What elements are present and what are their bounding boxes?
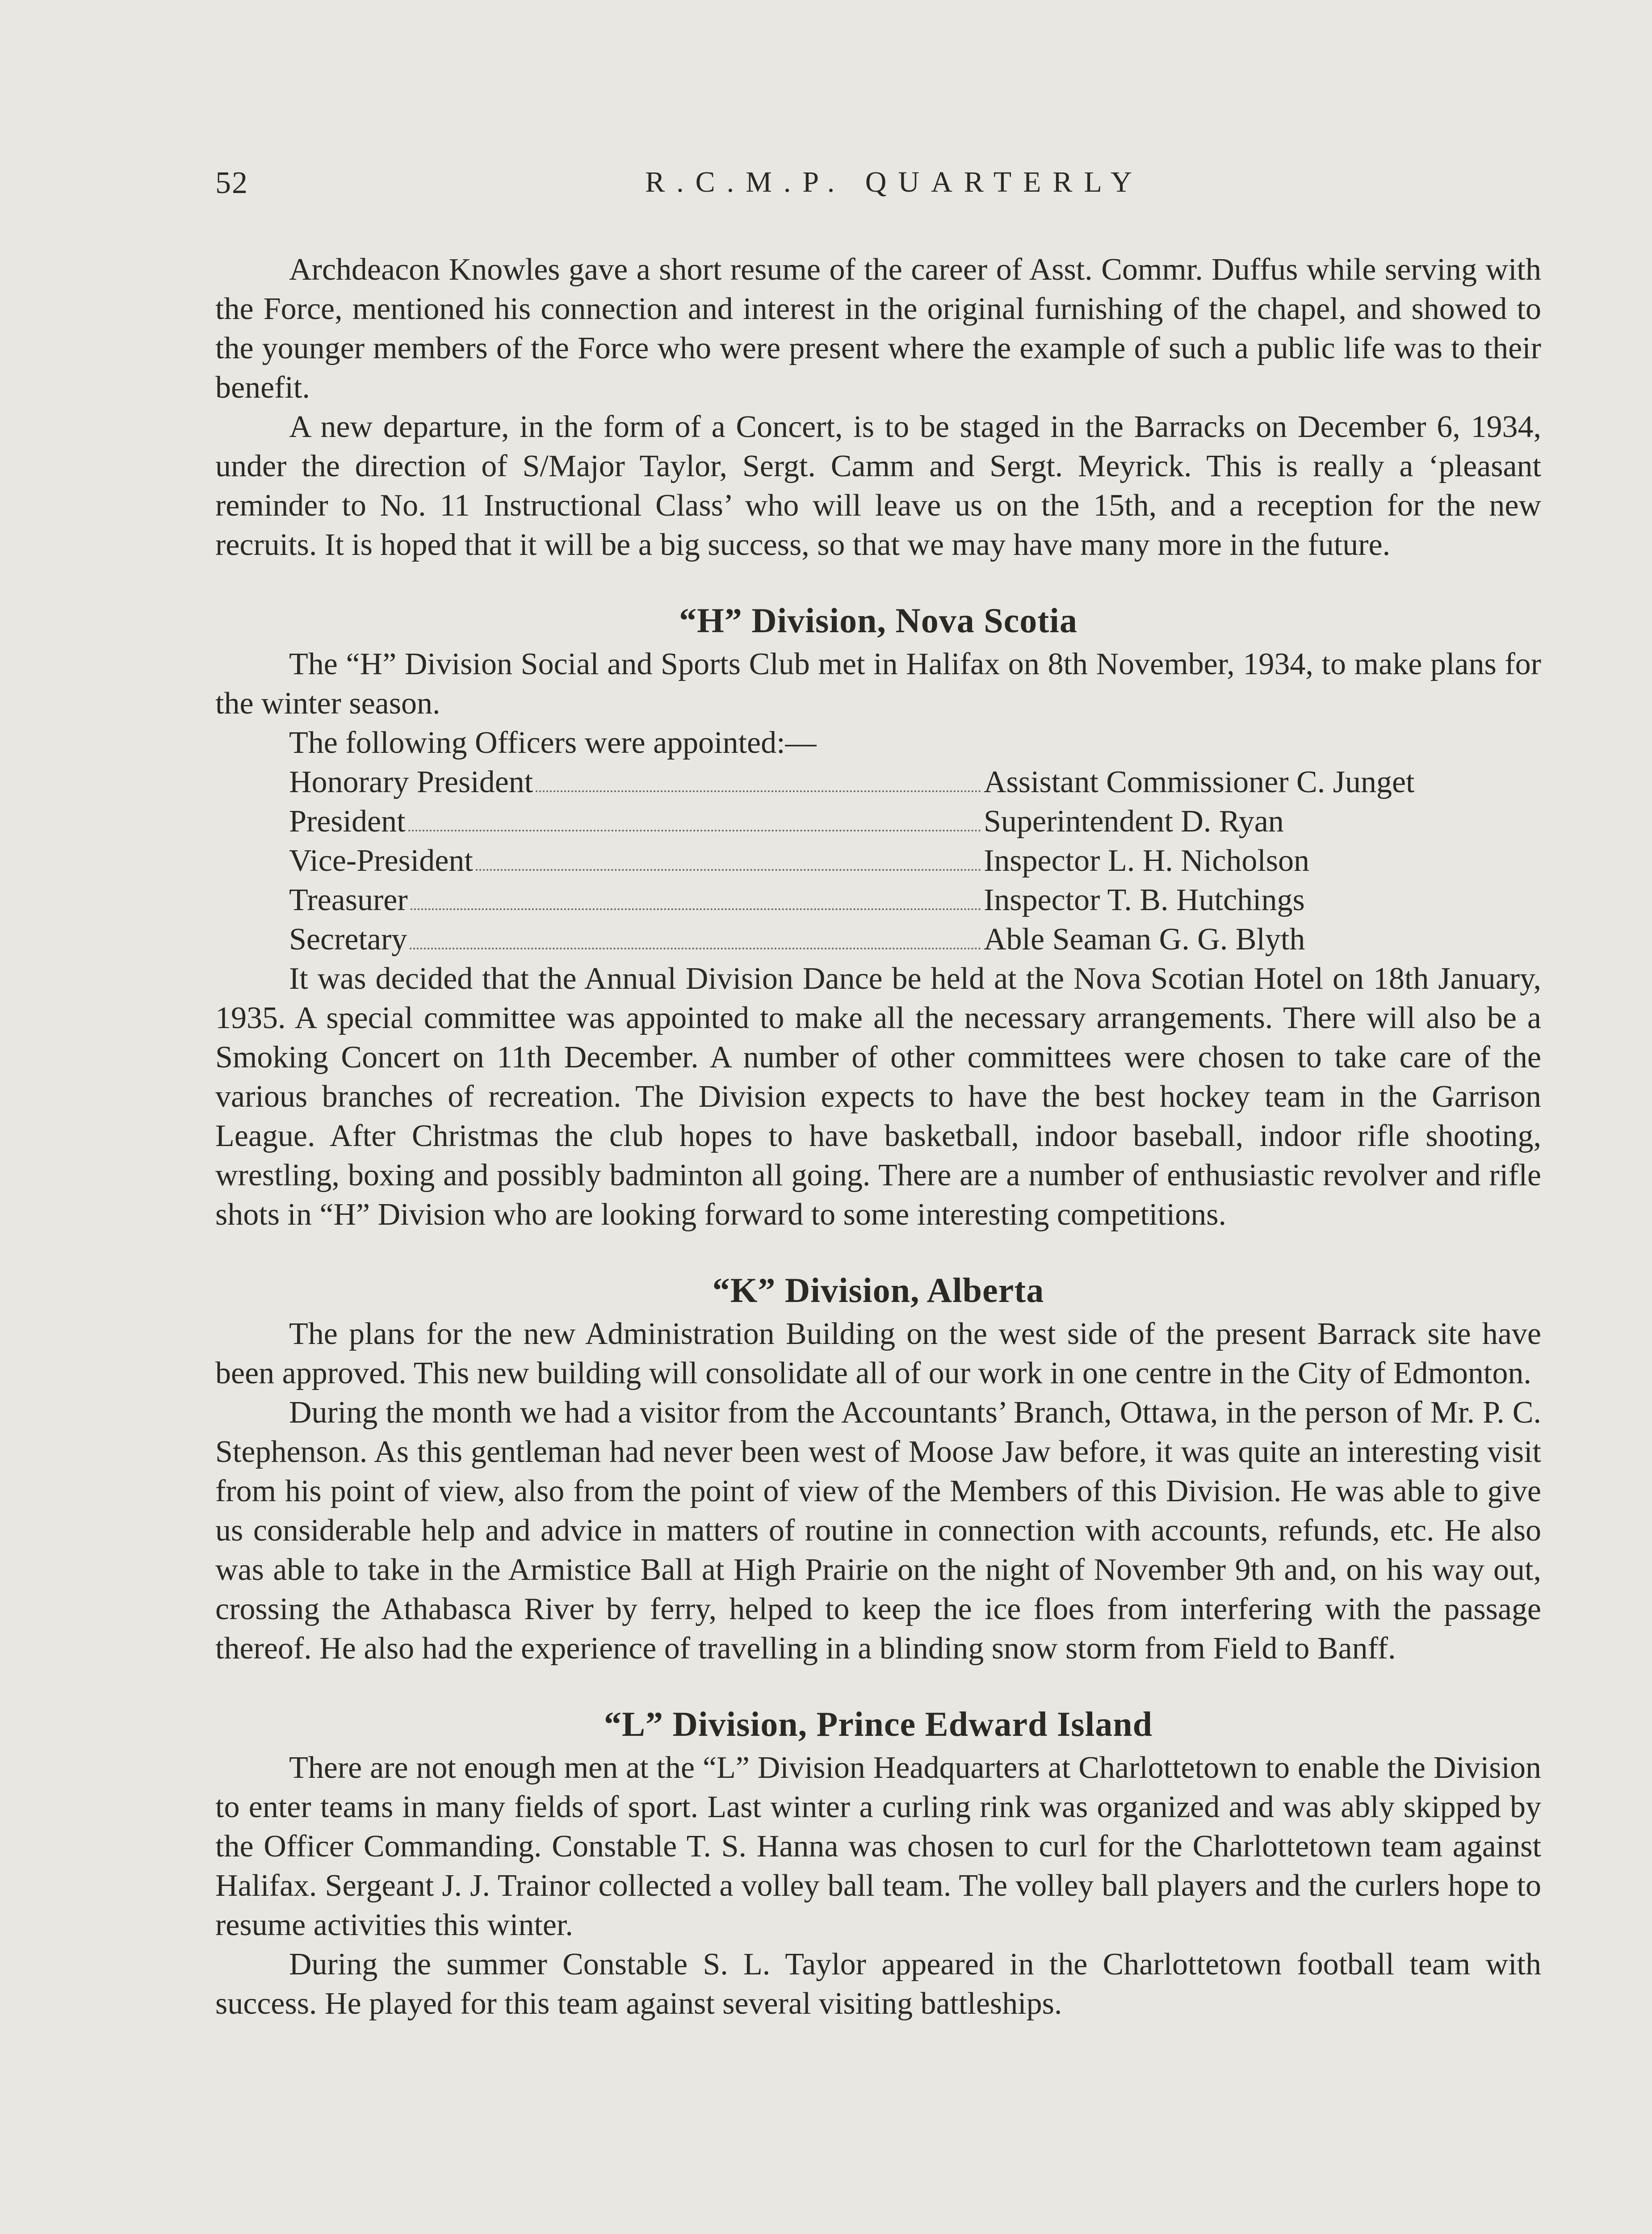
- section-heading-h-division: “H” Division, Nova Scotia: [679, 601, 1078, 640]
- paragraph: It was decided that the Annual Division Dance be held at the Nova Scotian Hotel on 18th January, 1935. A special committee was appointed to make all the necessary arrangements. There will also be a Smoking Concert on 11th December. A number of other committees were chosen to take care of the various branches of recreation. The Division expects to have the best hockey team in the Garrison League. After Christmas the club hopes to have basketball, indoor baseball, indoor rifle shooting, wrestling, boxing and possibly badminton all going. There are a number of enthusiastic revolver and rifle shots in “H” Division who are looking forward to some interesting competitions.: [215, 962, 1541, 1232]
- officer-role: Honorary President: [289, 765, 533, 799]
- paragraph: During the summer Constable S. L. Taylor appeared in the Charlottetown football team with success. He played for this team against several visiting battleships.: [215, 1947, 1541, 2021]
- section-heading-l-division: “L” Division, Prince Edward Island: [604, 1705, 1153, 1743]
- officer-name: Inspector T. B. Hutchings: [984, 883, 1305, 917]
- officer-name: Superintendent D. Ryan: [984, 804, 1284, 839]
- officer-row: [289, 841, 1524, 881]
- officer-row: [289, 763, 1524, 802]
- officer-name: Able Seaman G. G. Blyth: [984, 922, 1305, 957]
- dotted-leader: [476, 869, 981, 871]
- officer-role: Secretary: [289, 922, 407, 957]
- paragraph: The “H” Division Social and Sports Club met in Halifax on 8th November, 1934, to make plans for the winter season.: [215, 647, 1541, 721]
- paragraph: The following Officers were appointed:—: [289, 726, 817, 760]
- officer-role: Treasurer: [289, 883, 408, 917]
- page-header: [215, 165, 1573, 210]
- dotted-leader: [411, 908, 981, 910]
- running-head: R.C.M.P. QUARTERLY: [645, 166, 1144, 198]
- section-heading-k-division: “K” Division, Alberta: [712, 1271, 1044, 1310]
- paragraph: Archdeacon Knowles gave a short resume of the career of Asst. Commr. Duffus while serving with the Force, mentioned his connection and interest in the original furnishing of the chapel, and showed to the younger members of the Force who were present where the example of such a public life was to their benefit.: [215, 252, 1541, 405]
- paragraph: The plans for the new Administration Building on the west side of the present Barrack site have been approved. This new building will consolidate all of our work in one centre in the City of Edmonton.: [215, 1317, 1541, 1390]
- officer-role: Vice-President: [289, 844, 473, 878]
- paragraph: There are not enough men at the “L” Division Headquarters at Charlottetown to enable the Division to enter teams in many fields of sport. Last winter a curling rink was organized and was ably skipped by the Officer Commanding. Constable T. S. Hanna was chosen to curl for the Charlottetown team against Halifax. Sergeant J. J. Trainor collected a volley ball team. The volley ball players and the curlers hope to resume activities this winter.: [215, 1751, 1541, 1942]
- officer-name: Assistant Commissioner C. Junget: [984, 765, 1415, 799]
- paragraph: During the month we had a visitor from the Accountants’ Branch, Ottawa, in the person of Mr. P. C. Stephenson. As this gentleman had never been west of Moose Jaw before, it was quite an interesting visit from his point of view, also from the point of view of the Members of this Division. He was able to give us considerable help and advice in matters of routine in connection with accounts, refunds, etc. He also was able to take in the Armistice Ball at High Prairie on the night of November 9th and, on his way out, crossing the Athabasca River by ferry, helped to keep the ice floes from interfering with the passage thereof. He also had the experience of travelling in a blinding snow storm from Field to Banff.: [215, 1395, 1541, 1666]
- article-body: [215, 250, 1541, 2024]
- officer-row: [289, 802, 1524, 841]
- dotted-leader: [536, 790, 981, 792]
- officer-role: President: [289, 804, 406, 839]
- officer-row: [289, 920, 1524, 959]
- officer-row: [289, 881, 1524, 920]
- dotted-leader: [410, 948, 981, 949]
- officer-name: Inspector L. H. Nicholson: [984, 844, 1310, 878]
- dotted-leader: [408, 830, 981, 831]
- page-number: 52: [215, 166, 248, 200]
- paragraph: A new departure, in the form of a Concert, is to be staged in the Barracks on December 6, 1934, under the direction of S/Major Taylor, Sergt. Camm and Sergt. Meyrick. This is really a ‘pleasant reminder to No. 11 Instructional Class’ who will leave us on the 15th, and a reception for the new recruits. It is hoped that it will be a big success, so that we may have many more in the future.: [215, 410, 1541, 562]
- officers-list: [289, 763, 1524, 959]
